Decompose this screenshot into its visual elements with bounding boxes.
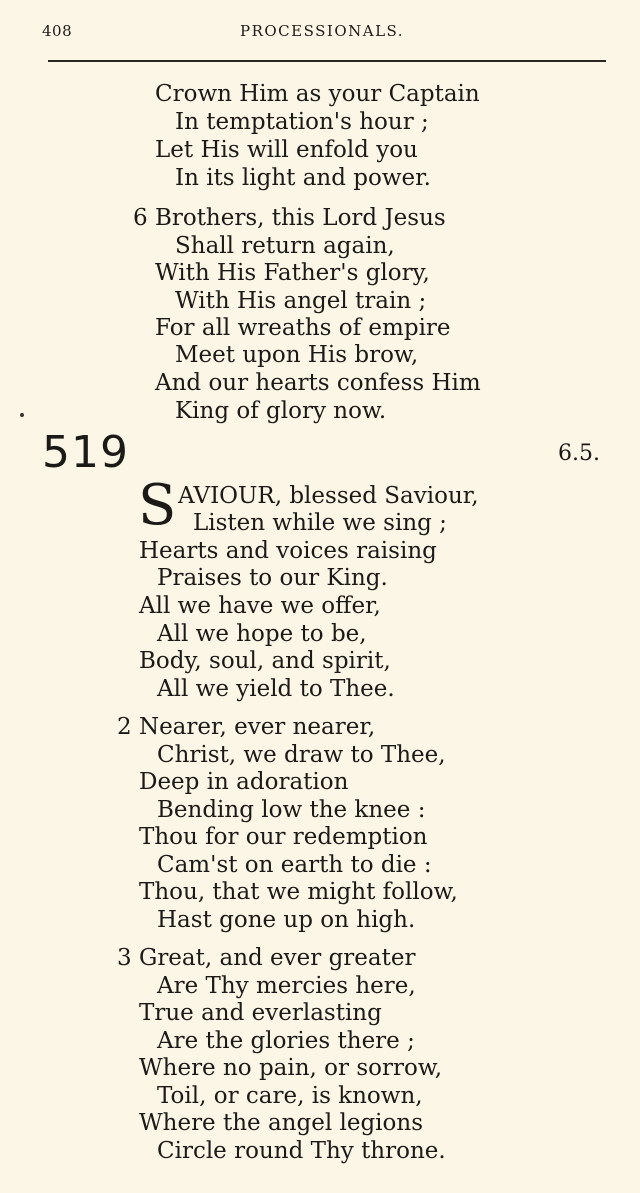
verse-line: Thou, that we might follow, [139, 879, 458, 905]
verse-line: Christ, we draw to Thee, [157, 742, 446, 768]
verse-line: Where the angel legions [139, 1110, 423, 1136]
drop-cap: S [138, 473, 177, 538]
page-number: 408 [42, 22, 73, 40]
verse-line: Circle round Thy throne. [157, 1138, 446, 1164]
verse-line: Praises to our King. [157, 565, 388, 591]
verse-line: Are Thy mercies here, [157, 973, 416, 999]
verse-line: Where no pain, or sorrow, [139, 1055, 443, 1081]
verse-line: 2 Nearer, ever nearer, [117, 714, 376, 740]
verse-line: Body, soul, and spirit, [139, 648, 391, 674]
hymn-number: 519 [42, 427, 129, 478]
verse-line: 3 Great, and ever greater [117, 945, 416, 971]
verse-line: For all wreaths of empire [155, 315, 451, 341]
verse-line-first: AVIOUR, blessed Saviour, [178, 483, 479, 509]
verse-line: King of glory now. [175, 398, 387, 424]
verse-line: Hast gone up on high. [157, 907, 416, 933]
verse-line: All we have we offer, [139, 593, 381, 619]
verse-line: Deep in adoration [139, 769, 349, 795]
verse-line: Shall return again, [175, 233, 395, 259]
hymn-meter: 6.5. [558, 441, 600, 466]
verse-line: With His Father's glory, [155, 260, 430, 286]
verse-line: Listen while we sing ; [193, 510, 447, 536]
header-rule [48, 60, 606, 62]
verse-line: In its light and power. [175, 165, 431, 191]
verse-line: Crown Him as your Captain [155, 81, 480, 107]
verse-line: Bending low the knee : [157, 797, 426, 823]
verse-line: Are the glories there ; [157, 1028, 415, 1054]
verse-line: All we yield to Thee. [157, 676, 395, 702]
verse-line: With His angel train ; [175, 288, 427, 314]
verse-line: Meet upon His brow, [175, 342, 419, 368]
verse-line: Toil, or care, is known, [157, 1083, 423, 1109]
verse-line: Let His will enfold you [155, 137, 418, 163]
running-title: PROCESSIONALS. [240, 22, 405, 40]
margin-speck [20, 413, 24, 417]
verse-line: In temptation's hour ; [175, 109, 429, 135]
verse-line: All we hope to be, [157, 621, 367, 647]
verse-line: Thou for our redemption [139, 824, 428, 850]
verse-line: And our hearts confess Him [155, 370, 481, 396]
verse-line: 6 Brothers, this Lord Jesus [133, 205, 446, 231]
verse-line: Cam'st on earth to die : [157, 852, 432, 878]
verse-line: Hearts and voices raising [139, 538, 437, 564]
verse-line: True and everlasting [139, 1000, 382, 1026]
